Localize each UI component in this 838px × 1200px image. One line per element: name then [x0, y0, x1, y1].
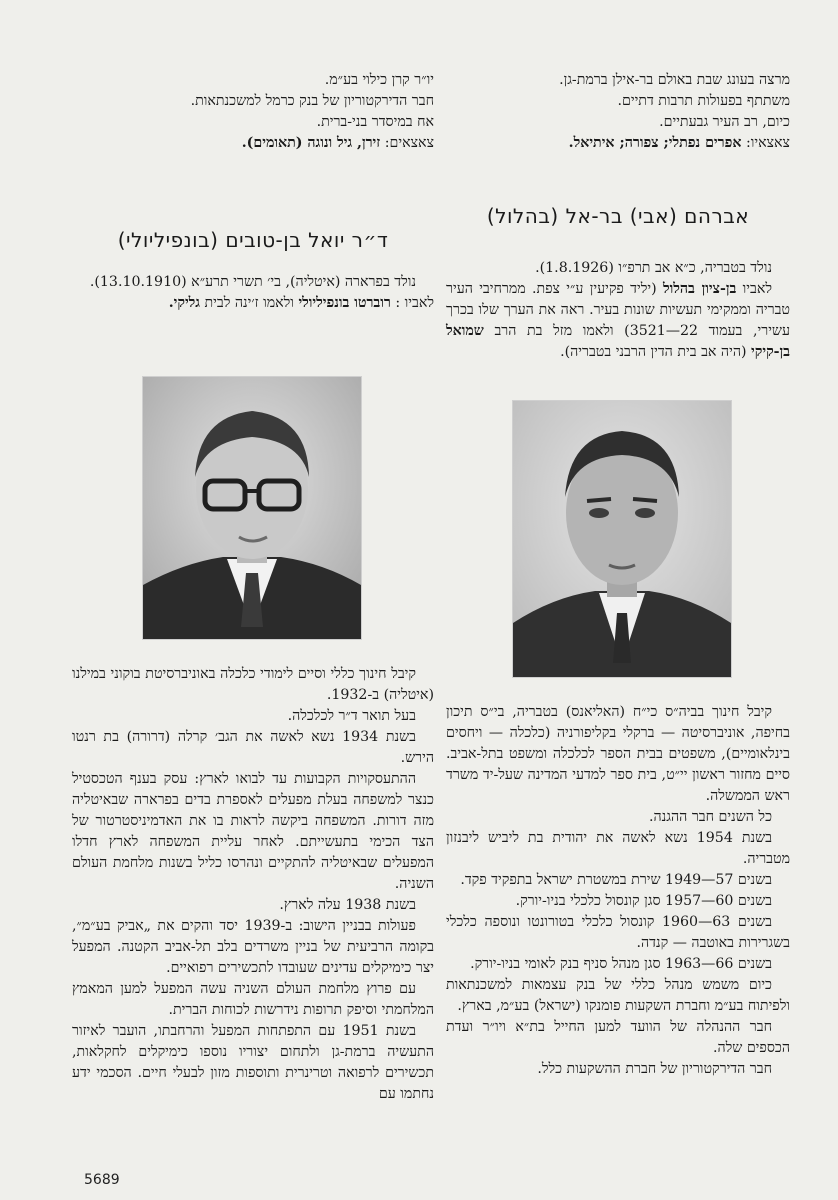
left-entry-bio: [72, 272, 434, 314]
children-line: [446, 133, 790, 154]
body-paragraph: כיום משמש מנהל כללי של בנק עצמאות למשכנתאות ולפיתוח בע״מ וחברת השקעות פומנקו (ישראל) בע״מ, בארץ.: [446, 977, 790, 1014]
parents-paragraph: [446, 279, 790, 363]
portrait-photo-left: [142, 376, 362, 640]
body-paragraph: כל השנים חבר ההגנה.: [649, 809, 772, 825]
text-span: לאביו: [742, 281, 773, 297]
portrait-man-glasses-icon: [143, 377, 361, 639]
body-paragraph: חבר ההנהלה של הוועד למען החייל בת״א ויו״ר ועדת הכספים שלה.: [446, 1019, 790, 1056]
text-line: כיום, רב העיר גבעתיים.: [659, 114, 790, 130]
top-right-continuation: [446, 70, 790, 154]
body-paragraph: בשנת 1938 עלה לארץ.: [279, 897, 416, 913]
parents-paragraph: [72, 293, 434, 314]
birth-line: נולד בטבריה, כ״א אב תרפ״ו (1.8.1926).: [535, 260, 772, 276]
body-paragraph: בשנים 57—1949 שירת במשטרת ישראל בתפקיד פקד.: [460, 872, 772, 888]
body-paragraph: בעל תואר ד״ר לכלכלה.: [287, 708, 416, 724]
portrait-man-icon: [513, 401, 731, 677]
father-name: בן-ציון בהלול: [662, 281, 737, 297]
children-line: [72, 133, 434, 154]
text-span: ולאמו ז׳ינה לבית: [204, 295, 294, 311]
person-name-heading: אברהם (אבי) בר-אל (בהלול): [486, 204, 750, 228]
text-line: מרצה בעונג שבת באולם בר-אילן ברמת-גן.: [559, 72, 790, 88]
left-entry-body: [72, 664, 434, 1105]
body-paragraph: ההתעסקויות הקבועות עד לבואו לארץ: עסק בענף הטכסטיל כנצר למשפחה בעלת מפעלים לאספרת בדים בפרארה שבאיטליה מזה דורות. המשפחה ביקשה לראות בו את האדמיניסטרטור של הצד הכימי בתעשייתם. לאחר עליית המשפחה לארץ חדלו המפעלים שבאיטליה להתקיים ונהרסו כליל בשנות מלחמת העולם השניה.: [72, 771, 434, 892]
text-span: (היה אב בית הדין הרבני בטבריה).: [560, 344, 747, 360]
body-paragraph: בשנים 63—1960 קונסול כלכלי בטורונטו ונוספה כלכלי בשגרירות באוטבה — קנדה.: [446, 914, 790, 951]
children-label: צאצאים:: [384, 135, 434, 151]
children-names: אפרים נפתלי; צפורה; איתיאל.: [568, 135, 742, 151]
children-names: זירן, גיל ונוגה (תאומים).: [241, 135, 381, 151]
mother-family-name: גליקי.: [168, 295, 200, 311]
father-name: רוברטו בונפיליולי: [298, 295, 391, 311]
text-span: (יליד פקיעין ע״י צפת. ממרחיבי העיר טבריה וממקימי תעשיות שונות בעיר. ראה את הערך שלו בכרך עשירי, בעמוד 22—3521) ולאמו מזל בת הרב: [446, 281, 790, 339]
body-paragraph: בשנת 1954 נשא לאשה את יהודית בת ליביש ליבנזון מטבריה.: [446, 830, 790, 867]
right-entry-bio: [446, 258, 790, 363]
body-paragraph: בשנת 1934 נשא לאשה את הגב׳ קרלה (דרורה) בת רנטו הירש.: [72, 729, 434, 766]
body-paragraph: קיבל חינוך בביה״ס כי״ח (האליאנס) בטבריה, בי״ס תיכון בחיפה, אוניברסיטה — ברקלי בקליפורניה (כלכלה — ויחסים בינלאומיים), משפטים בבית הספר לכלכלה ומשפט בתל-אביב. סיים מחזור ראשון יי״ט, בית ספר למדעי המדינה שעל-יד משרד ראש הממשלה.: [446, 704, 790, 804]
left-entry-heading: [72, 230, 434, 251]
portrait-photo-right: [512, 400, 732, 678]
top-left-continuation: [72, 70, 434, 154]
children-label: צאצאיו:: [745, 135, 790, 151]
grandfather-name: שמואל בן-קיקי: [446, 323, 790, 360]
body-paragraph: פעולות בבניין הישוב: ב-1939 יסד והקים את „אביק בע״מ״, בקומה הרביעית של בניין משרדים בלב תל-אביב הקטנה. המפעל יצר כימיקלים עדינים שעובדו לתכשירים רפואיים.: [72, 918, 434, 976]
body-paragraph: בשנת 1951 עם התפתחות המפעל והרחבתו, הועבר לאיזור התעשיה ברמת-גן ולתחום יצוריו נוספו כימיקלים לחקלאות, תכשירים לרפואה וטרינרית ותוספות מזון לבעלי חיים. הסכמי ידע נחתמו עם: [72, 1023, 434, 1102]
text-span: לאביו :: [395, 295, 434, 311]
right-entry-heading: [446, 206, 790, 227]
text-line: משתתף בפעולות תרבות דתיים.: [617, 93, 790, 109]
body-paragraph: חבר הדירקטוריון של חברת ההשקעות כלל.: [537, 1061, 772, 1077]
right-entry-body: [446, 702, 790, 1080]
body-paragraph: קיבל חינוך כללי וסיים לימודי כלכלה באוניברסיטת בוקוני במילנו (איטליה) ב-1932.: [72, 666, 434, 703]
text-line: יו״ר קרן כילוי בע״מ.: [324, 72, 434, 88]
body-paragraph: בשנים 60—1957 סגן קונסול כלכלי בניו-יורק.: [515, 893, 772, 909]
person-name-heading: ד״ר יואל בן-טובים (בונפיליולי): [117, 228, 389, 252]
text-line: אח במיסדר בני-ברית.: [316, 114, 434, 130]
birth-line: נולד בפרארה (איטליה), בי׳ תשרי תרע״א (13.10.1910).: [89, 274, 416, 290]
body-paragraph: עם פרוץ מלחמת העולם השניה עשה המפעל למען המאמץ המלחמתי וסיפק תרופות נידרשות לכוחות הברית.: [72, 981, 434, 1018]
body-paragraph: בשנים 66—1963 סגן מנהל סניף בנק לאומי בניו-יורק.: [470, 956, 772, 972]
text-line: חבר הדירקטוריון של בנק כרמל למשכנתאות.: [190, 93, 434, 109]
page-number: 5689: [84, 1172, 120, 1188]
